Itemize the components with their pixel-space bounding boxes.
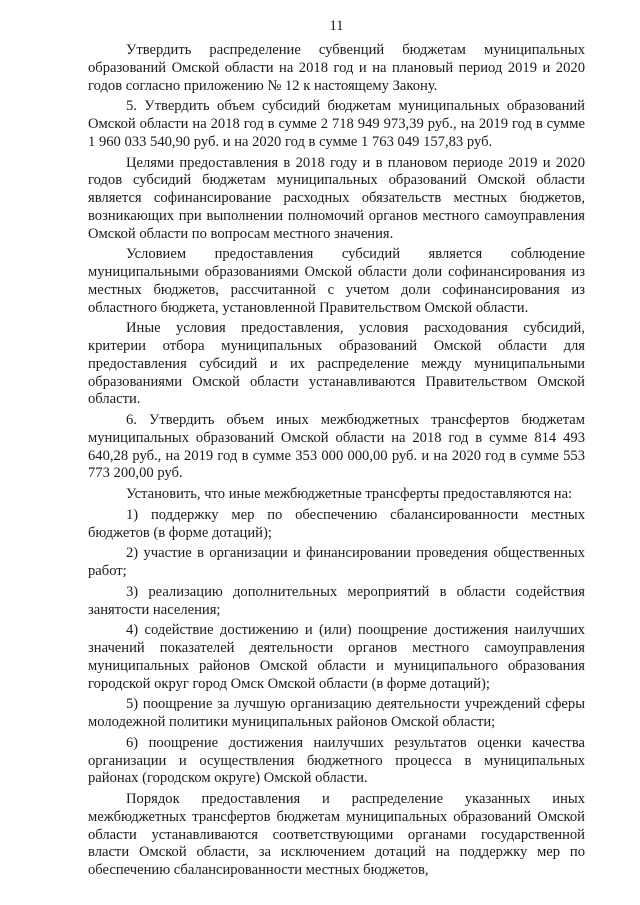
paragraph-subsidies-purpose: Целями предоставления в 2018 году и в плановом периоде 2019 и 2020 годов субсидий бюджетам муниципальных образований Омской области является софинансирование расходных обязательств местных бюджетов, возникающих при выполнении полномочий органов местного самоуправления Омской области по вопросам местного значения. bbox=[88, 154, 585, 242]
document-body bbox=[88, 42, 585, 883]
paragraph-transfers-intro: Установить, что иные межбюджетные трансферты предоставляются на: bbox=[126, 486, 573, 502]
list-item-5: 5) поощрение за лучшую организацию деятельности учреждений сферы молодежной политики муниципальных районов Омской области; bbox=[88, 696, 585, 730]
paragraph-transfers-procedure: Порядок предоставления и распределение указанных иных межбюджетных трансфертов бюджетам муниципальных образований Омской области устанавливаются соответствующими органами государственной власти Омской области, за исключением дотаций на поддержку мер по обеспечению сбалансированности местных бюджетов, bbox=[88, 791, 585, 878]
list-item-3: 3) реализацию дополнительных мероприятий в области содействия занятости населения; bbox=[88, 583, 585, 618]
list-item-6: 6) поощрение достижения наилучших результатов оценки качества организации и осуществления бюджетного процесса в муниципальных районах (городском округе) Омской области. bbox=[88, 734, 585, 787]
paragraph-subsidies-condition: Условием предоставления субсидий является соблюдение муниципальными образованиями Омской области доли софинансирования из местных бюджетов, рассчитанной с учетом доли софинансирования из областного бюджета, установленной Правительством Омской области. bbox=[88, 246, 585, 316]
paragraph-subsidies-other-conditions: Иные условия предоставления, условия расходования субсидий, критерии отбора муниципальных образований Омской области для предоставления субсидий и их распределение между муниципальными образованиями Омской области устанавливаются Правительством Омской области. bbox=[88, 320, 585, 408]
list-item-1: 1) поддержку мер по обеспечению сбалансированности местных бюджетов (в форме дотаций); bbox=[88, 506, 585, 541]
page-number: 11 bbox=[329, 18, 344, 34]
paragraph-subsidies-volume: 5. Утвердить объем субсидий бюджетам муниципальных образований Омской области на 2018 год в сумме 2 718 949 973,39 руб., на 2019 год в сумме 1 960 033 540,90 руб. и на 2020 год в сумме 1 763 049 157,83 руб. bbox=[88, 98, 585, 150]
list-item-2: 2) участие в организации и финансировании проведения общественных работ; bbox=[88, 545, 585, 579]
list-item-4: 4) содействие достижению и (или) поощрение достижения наилучших значений показателей деятельности органов местного самоуправления муниципальных районов Омской области и муниципального образования городской округ город Омск Омской области (в форме дотаций); bbox=[88, 622, 585, 692]
paragraph-transfers-volume: 6. Утвердить объем иных межбюджетных трансфертов бюджетам муниципальных образований Омской области на 2018 год в сумме 814 493 640,28 руб., на 2019 год в сумме 353 000 000,00 руб. и на 2020 год в сумме 553 773 200,00 руб. bbox=[88, 412, 585, 482]
paragraph-subventions-distribution: Утвердить распределение субвенций бюджетам муниципальных образований Омской области на 2018 год и на плановый период 2019 и 2020 годов согласно приложению № 12 к настоящему Закону. bbox=[88, 42, 585, 94]
